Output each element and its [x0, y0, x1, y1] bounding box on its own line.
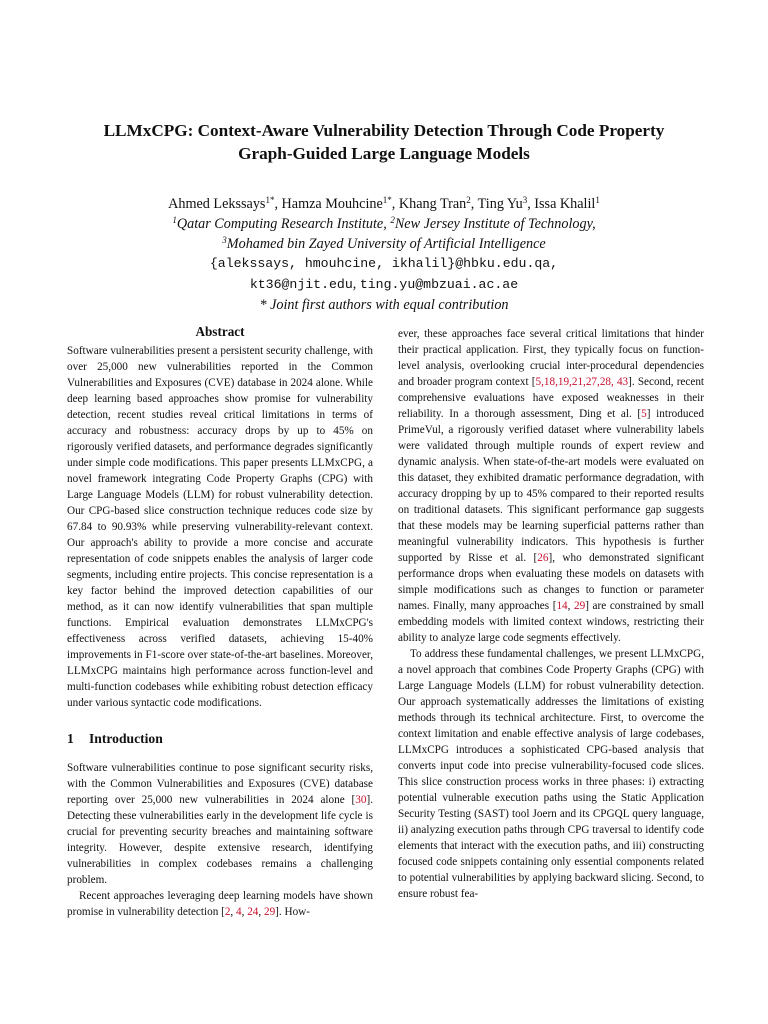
abstract-heading: Abstract	[195, 324, 245, 339]
right-column	[398, 326, 704, 902]
text-run: Recent approaches leveraging deep learning models have shown promise in vulnerability detection [	[67, 890, 373, 918]
paragraph	[67, 760, 373, 888]
author-name: , Hamza Mouhcine	[274, 196, 383, 212]
text-run: ]. How-	[275, 906, 310, 918]
affiliation-text: Mohamed bin Zayed University of Artificial Intelligence	[226, 236, 546, 252]
text-run: ]. Detecting these vulnerabilities early in the development life cycle is crucial for preventing security breaches and maintaining software integrity. However, despite extensive research, identifying vulnerabilities in complex codebases remains a challenging problem.	[67, 794, 373, 886]
email-address: ting.yu@mbzuai.ac.ae	[359, 277, 519, 292]
paragraph	[398, 326, 704, 646]
citation-link[interactable]: 5	[641, 408, 647, 420]
abstract-text: Software vulnerabilities present a persistent security challenge, with over 25,000 new vulnerabilities reported in the Common Vulnerabilities and Exposures (CVE) database in 2024 alone. While deep learning based approaches show promise for vulnerability detection, recent studies reveal critical limitations in terms of accuracy and robustness: accuracy drops by up to 45% on rigorously verified datasets, and performance degrades significantly under simple code modifications. This paper presents LLMxCPG, a novel framework integrating Code Property Graphs (CPG) with Large Language Models (LLM) for robust vulnerability detection. Our CPG-based slice construction technique reduces code size by 67.84 to 90.93% while preserving vulnerability-relevant context. Our approach's ability to provide a more concise and accurate representation of code snippets enables the analysis of larger code segments, including entire projects. This concise representation is a key factor behind the improved detection capabilities of our method, as it can now identify vulnerabilities that span multiple functions. Empirical evaluation demonstrates LLMxCPG's effectiveness across verified datasets, achieving 15-40% improvements in F1-score over state-of-the-art baselines. Moreover, LLMxCPG maintains high performance across function-level and multi-function codebases while exhibiting robust detection efficacy under various syntactic code modifications.	[67, 345, 373, 709]
email-line-1: {alekssays, hmouhcine, ikhalil}@hbku.edu.qa,	[209, 256, 559, 271]
author-name: , Khang Tran	[391, 196, 467, 212]
affiliation-text: Qatar Computing Research Institute,	[176, 216, 391, 232]
affiliation-mark: 1*	[265, 195, 275, 205]
section-heading	[67, 729, 373, 749]
citation-link[interactable]: 26	[537, 552, 549, 564]
citation-link[interactable]: 29	[574, 600, 586, 612]
affiliation-mark: 3	[222, 235, 227, 245]
paper-title	[60, 119, 708, 165]
author-name: Ahmed Lekssays	[168, 196, 266, 212]
paragraph	[67, 888, 373, 920]
paragraph: To address these fundamental challenges, we present LLMxCPG, a novel approach that combines Code Property Graphs (CPG) with Large Language Models (LLM) for robust vulnerability detection. Our approach systematically addresses the limitations of existing methods through its technical architecture. First, to overcome the context limitation and enable effective analysis of large codebases, LLMxCPG introduces a sophisticated CPG-based analysis that converts input code into precise vulnerability-focused code slices. This slice construction process works in three phases: i) extracting potential vulnerable execution paths using the Static Application Security Testing (SAST) tool Joern and its CPGQL query language, ii) analyzing execution paths through CPG traversal to identify code elements that interact with the execution paths, and iii) constructing focused code snippets containing only essential components related to potential vulnerabilities by applying backward slicing. Second, to ensure robust fea-	[398, 648, 704, 900]
left-column	[67, 322, 373, 920]
affiliation-mark: 1*	[382, 195, 392, 205]
text-run: ] are constrained by small embedding models with limited context windows, restricting their ability to analyze large code segments effectively.	[398, 600, 705, 644]
citation-link[interactable]: 2	[224, 906, 231, 918]
affiliation-text: New Jersey Institute of Technology,	[394, 216, 596, 232]
email-line-2	[60, 274, 708, 295]
equal-contribution-note: * Joint first authors with equal contribution	[259, 297, 509, 313]
author-block	[60, 194, 708, 315]
citation-link[interactable]: 4	[236, 906, 242, 918]
citation-link[interactable]: 5,18,19,21,27,28, 43	[535, 376, 629, 388]
affiliation-line-1	[60, 214, 708, 234]
text-run: ], who demonstrated significant performance drops when evaluating these models on datasets with simple modifications such as changes to function or parameter names. Finally, many approaches [	[398, 552, 704, 612]
text-run: ]. Second, recent comprehensive evaluations have exposed weaknesses in their reliability. In a thorough assessment, Ding et al. [	[398, 376, 705, 420]
citation-link[interactable]: 30	[355, 794, 367, 806]
affiliation-line-2	[60, 234, 708, 254]
author-name: , Issa Khalil	[527, 196, 596, 212]
section-title: Introduction	[89, 731, 163, 746]
citation-link[interactable]: 24	[247, 906, 259, 918]
title-line-2: Graph-Guided Large Language Models	[238, 144, 530, 163]
text-run: ,	[567, 600, 575, 612]
title-line-1: LLMxCPG: Context-Aware Vulnerability Detection Through Code Property	[103, 121, 665, 140]
citation-link[interactable]: 14	[556, 600, 568, 612]
text-run: ] introduced PrimeVul, a rigorously verified dataset where vulnerability labels were validated through multiple rounds of expert review and dynamic analysis. When state-of-the-art models were evaluated on this dataset, they exhibited dramatic performance degradation, with accuracy dropping by up to 45% compared to their reported results on traditional datasets. This significant performance gap suggests that these models may be learning superficial patterns rather than meaningful vulnerability indicators. This hypothesis is further supported by Risse et al. [	[398, 408, 704, 564]
affiliation-mark: 1	[172, 215, 177, 225]
email-address: kt36@njit.edu	[249, 277, 353, 292]
citation-link[interactable]: 29	[263, 906, 276, 918]
text-run: ,	[241, 906, 248, 918]
affiliation-mark: 2	[390, 215, 395, 225]
email-separator: ,	[352, 276, 360, 292]
author-list	[60, 194, 708, 214]
text-run: ,	[230, 906, 237, 918]
affiliation-mark: 2	[466, 195, 471, 205]
affiliation-mark: 3	[522, 195, 528, 205]
affiliation-mark: 1	[595, 195, 600, 205]
text-run: ,	[258, 906, 264, 918]
text-run: Software vulnerabilities continue to pose significant security risks, with the Common Vulnerabilities and Exposures (CVE) database reporting over 25,000 new vulnerabilities in 2024 alone [	[67, 762, 373, 806]
section-number: 1	[67, 731, 74, 746]
text-run: ever, these approaches face several critical limitations that hinder their practical application. First, they typically focus on function-level analysis, overlooking crucial inter-procedural dependencies and broader program context [	[398, 328, 704, 388]
author-name: , Ting Yu	[470, 196, 523, 212]
